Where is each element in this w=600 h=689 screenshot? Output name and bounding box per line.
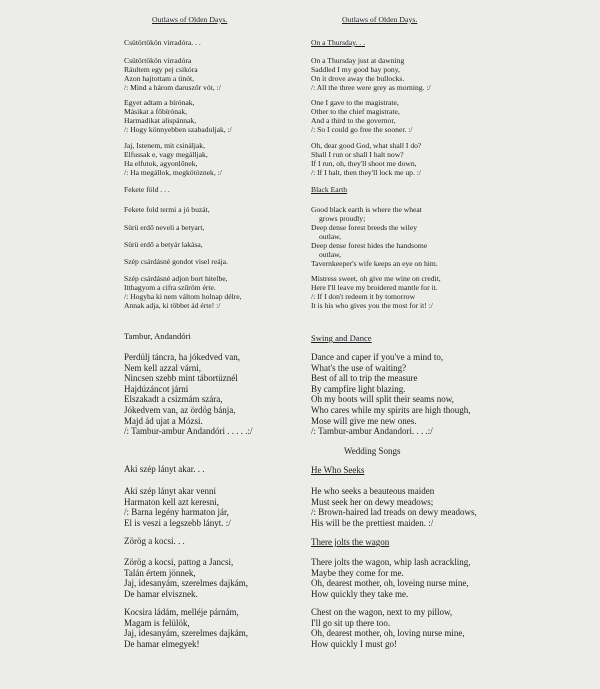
verse-line: There jolts the wagon, whip lash acrackling, [311, 557, 471, 567]
verse-line: Chest on the wagon, next to my pillow, [311, 607, 453, 617]
verse-line: /: If I don't redeem it by tomorrow [311, 292, 416, 301]
verse-line: /: Brown-haired lad treads on dewy meadows, [311, 507, 477, 518]
verse-line: /: Ha megállok, megkötöznek, :/ [124, 168, 222, 177]
hu-subtitle: Aki szép lányt akar. . . [124, 464, 205, 474]
verse-line: /: Mind a három daruszőr vót, :/ [124, 83, 221, 92]
verse-line: Annak adja, ki többet ád érte! :/ [124, 301, 221, 310]
verse-line: Perdülj táncra, ha jókedved van, [124, 352, 240, 362]
verse-line: How quickly I must go! [311, 638, 397, 649]
verse-line: Harmadikat alispánnak, [124, 116, 197, 125]
verse-line: Csütörtökön virradóra [124, 56, 192, 65]
verse-line: Zörög a kocsi, pattog a Jancsi, [124, 557, 234, 567]
verse-line: Fekete fold termi a jó buzát, [124, 205, 210, 214]
verse-line: El is veszi a legszebb lányt. :/ [124, 517, 231, 528]
verse-line: Sürü erdő neveli a betyart, [124, 223, 205, 232]
verse-line: Ráultem egy pej csikóra [124, 65, 198, 74]
verse-line: Szép csárdásné adjon bort hitelbe, [124, 274, 228, 283]
verse-line: Kocsira ládám, melléje párnám, [124, 607, 239, 617]
verse-line: Good black earth is where the wheat [311, 205, 422, 214]
verse-line: grows proudly; [319, 214, 366, 223]
verse-line: Jaj, idesanyám, szerelmes dajkám, [124, 578, 248, 589]
wedding-section-title: Wedding Songs [344, 446, 401, 456]
en-subtitle: On a Thursday. . . [311, 38, 365, 47]
verse-line: Nincsen szebb mint tábortüznél [124, 373, 238, 384]
en-subtitle: There jolts the wagon [311, 537, 390, 547]
verse-line: /: Tambur-ambur Andandori. . . .:/ [311, 426, 433, 437]
verse-line: /: Barna legény harmaton jár, [124, 507, 229, 518]
verse-line: How quickly they take me. [311, 588, 409, 599]
verse-line: If I run, oh, they'll shoot me down, [311, 159, 417, 168]
verse-line: Dance and caper if you've a mind to, [311, 352, 444, 362]
verse-line: One I gave to the magistrate, [311, 98, 399, 107]
verse-line: Másikat a főbírónak, [124, 107, 188, 116]
verse-line: Majd ád ujat a Mózsi. [124, 415, 203, 426]
hu-subtitle: Csütörtökön virradóra. . . [124, 38, 201, 47]
verse-line: /: All the three were grey as morning. :/ [311, 83, 431, 92]
verse-line: /: Hogyha ki nem váltom holnap délre, [124, 292, 242, 301]
verse-line: Must seek her on dewy meadows; [311, 496, 434, 507]
en-subtitle: He Who Seeks [311, 465, 365, 475]
verse-line: Elfussak e, vagy megálljak, [124, 150, 208, 159]
verse-line: Szép csárdásné gondot visel reája. [124, 257, 228, 266]
verse-line: By campfire light blazing. [311, 383, 406, 394]
verse-line: Ha elfutok, agyonlőnek, [124, 159, 198, 168]
verse-line: Who cares while my spirits are high though, [311, 404, 471, 415]
verse-line: Shall I run or shall I halt now? [311, 150, 404, 159]
verse-line: Here I'll leave my broidered mantle for it. [311, 283, 438, 292]
verse-line: De hamar elmegyek! [124, 638, 200, 649]
verse-line: Mistress sweet, oh give me wine on credit, [311, 274, 441, 283]
verse-line: It is his who gives you the most for it! :/ [311, 301, 433, 310]
verse-line: On a Thursday just at dawning [311, 56, 405, 65]
verse-line: outlaw, [319, 232, 342, 241]
verse-line: Maybe they come for me. [311, 567, 404, 578]
verse-line: Elszakadt a csizmám szára, [124, 394, 223, 405]
hu-subtitle: Fekete föld . . . [124, 185, 170, 194]
verse-line: Itthagyom a cifra szűröm érte. [124, 283, 216, 292]
verse-line: Harmaton kell azt keresni, [124, 496, 219, 507]
verse-line: Saddled I my good bay pony, [311, 65, 400, 74]
verse-line: Jaj, idesanyám, szerelmes dajkám, [124, 628, 248, 639]
verse-line: I'll go sit up there too. [311, 617, 391, 628]
verse-line: Egyet adtam a bírónak, [124, 98, 195, 107]
verse-line: And a third to the governor, [311, 116, 396, 125]
verse-line: Mose will give me new ones. [311, 415, 417, 426]
verse-line: Magam is felülök, [124, 617, 190, 628]
verse-line: Talán értem jönnek, [124, 567, 196, 578]
verse-line: His will be the prettiest maiden. :/ [311, 517, 434, 528]
verse-line: /: Tambur-ambur Andandóri . . . . .:/ [124, 426, 253, 437]
swing-title: Swing and Dance [311, 333, 372, 343]
verse-line: Oh my boots will split their seams now, [311, 394, 454, 405]
verse-line: Sürü erdő a betyár lakása, [124, 240, 203, 249]
tambur-title: Tambur, Andandóri [124, 331, 191, 341]
verse-line: /: So I could go free the sooner. :/ [311, 125, 413, 134]
verse-line: On it drove away the bullocks. [311, 74, 405, 83]
right-title: Outlaws of Olden Days. [342, 15, 418, 24]
verse-line: Oh, dearest mother, oh, loveing nurse mine, [311, 578, 469, 589]
verse-line: Nem kell azzal várni, [124, 362, 201, 373]
verse-line: Oh, dearest mother, oh, loving nurse mine, [311, 628, 465, 639]
verse-line: Hajdúzáncot járni [124, 383, 189, 394]
verse-line: Best of all to trip the measure [311, 373, 418, 384]
verse-line: Other to the chief magistrate, [311, 107, 400, 116]
verse-line: /: If I halt, then they'll lock me up. :/ [311, 168, 421, 177]
verse-line: He who seeks a beauteous maiden [311, 486, 435, 496]
hu-subtitle: Zörög a kocsi. . . [124, 536, 185, 546]
en-subtitle: Black Earth [311, 185, 348, 194]
verse-line: De hamar elvisznek. [124, 588, 198, 599]
verse-line: Tavernkeeper's wife keeps an eye on him. [311, 259, 438, 268]
left-title: Outlaws of Olden Days. [152, 15, 228, 24]
verse-line: /: Hogy könnyebben szabaduljak, :/ [124, 125, 232, 134]
verse-line: Jókedvem van, az ördög bánja, [124, 404, 236, 415]
verse-line: Oh, dear good God, what shall I do? [311, 141, 422, 150]
verse-line: Aki szép lányt akar venni [124, 486, 216, 496]
verse-line: Deep dense forest breeds the wiley [311, 223, 418, 232]
verse-line: Deep dense forest hides the handsome [311, 241, 428, 250]
verse-line: outlaw, [319, 250, 342, 259]
verse-line: Jaj, Istenem, mit csináljak, [124, 141, 205, 150]
verse-line: Azon hajtottam a tinót, [124, 74, 195, 83]
verse-line: What's the use of waiting? [311, 362, 407, 373]
